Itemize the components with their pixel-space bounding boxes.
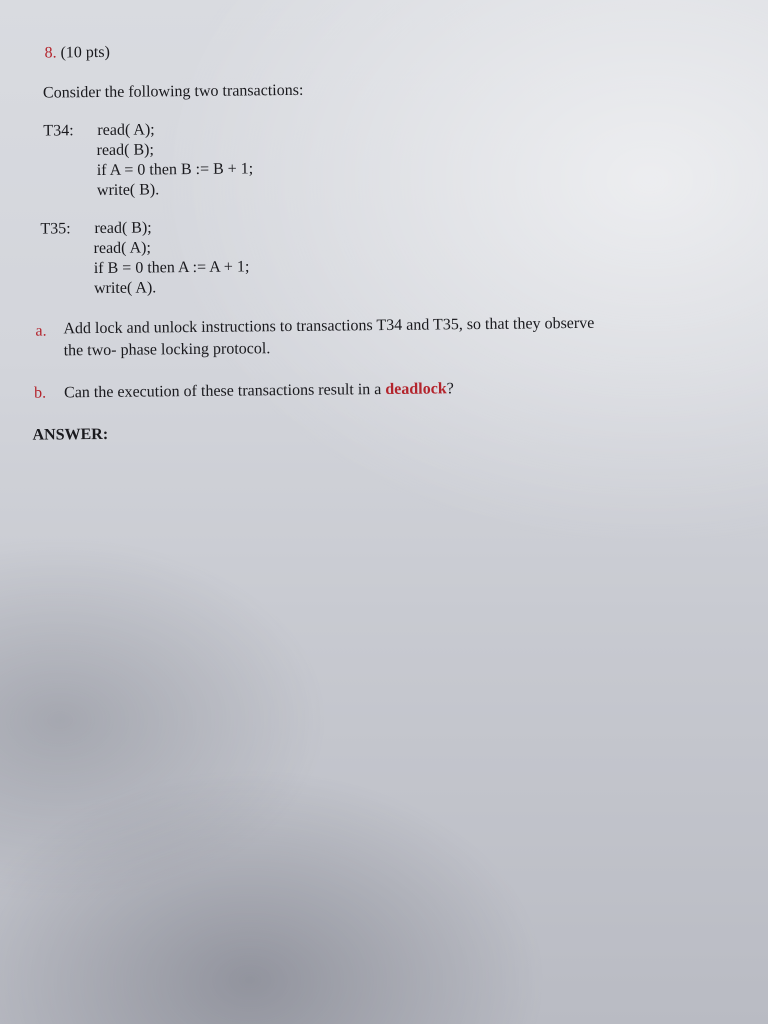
part-a-line1: Add lock and unlock instructions to transactions T34 and T35, so that they observe <box>63 314 595 338</box>
t34-line: write( B). <box>96 181 160 199</box>
t34-line: if A = 0 then B := B + 1; <box>96 160 254 179</box>
deadlock-highlight: deadlock <box>385 380 447 398</box>
t35-line: read( A); <box>93 239 152 258</box>
t35-line: write( A). <box>93 279 157 298</box>
question-points: (10 pts) <box>60 43 110 62</box>
part-b-question-mark: ? <box>446 380 454 398</box>
t34-line: read( B); <box>96 141 154 159</box>
part-b <box>34 379 454 403</box>
part-b-letter: b. <box>34 384 47 402</box>
transaction-t34-label: T34: <box>43 122 74 140</box>
t35-line: read( B); <box>94 219 152 238</box>
t34-line: read( A); <box>97 121 155 139</box>
part-b-text: Can the execution of these transactions result in a <box>64 380 386 402</box>
answer-label: ANSWER: <box>32 425 109 444</box>
question-number: 8. <box>44 44 57 62</box>
t35-line: if B = 0 then A := A + 1; <box>93 258 250 278</box>
question-header <box>44 43 110 64</box>
part-a-letter: a. <box>35 322 47 340</box>
transaction-t35-label: T35: <box>40 220 71 238</box>
part-a-line2: the two- phase locking protocol. <box>63 340 271 360</box>
question-intro: Consider the following two transactions: <box>42 81 304 102</box>
